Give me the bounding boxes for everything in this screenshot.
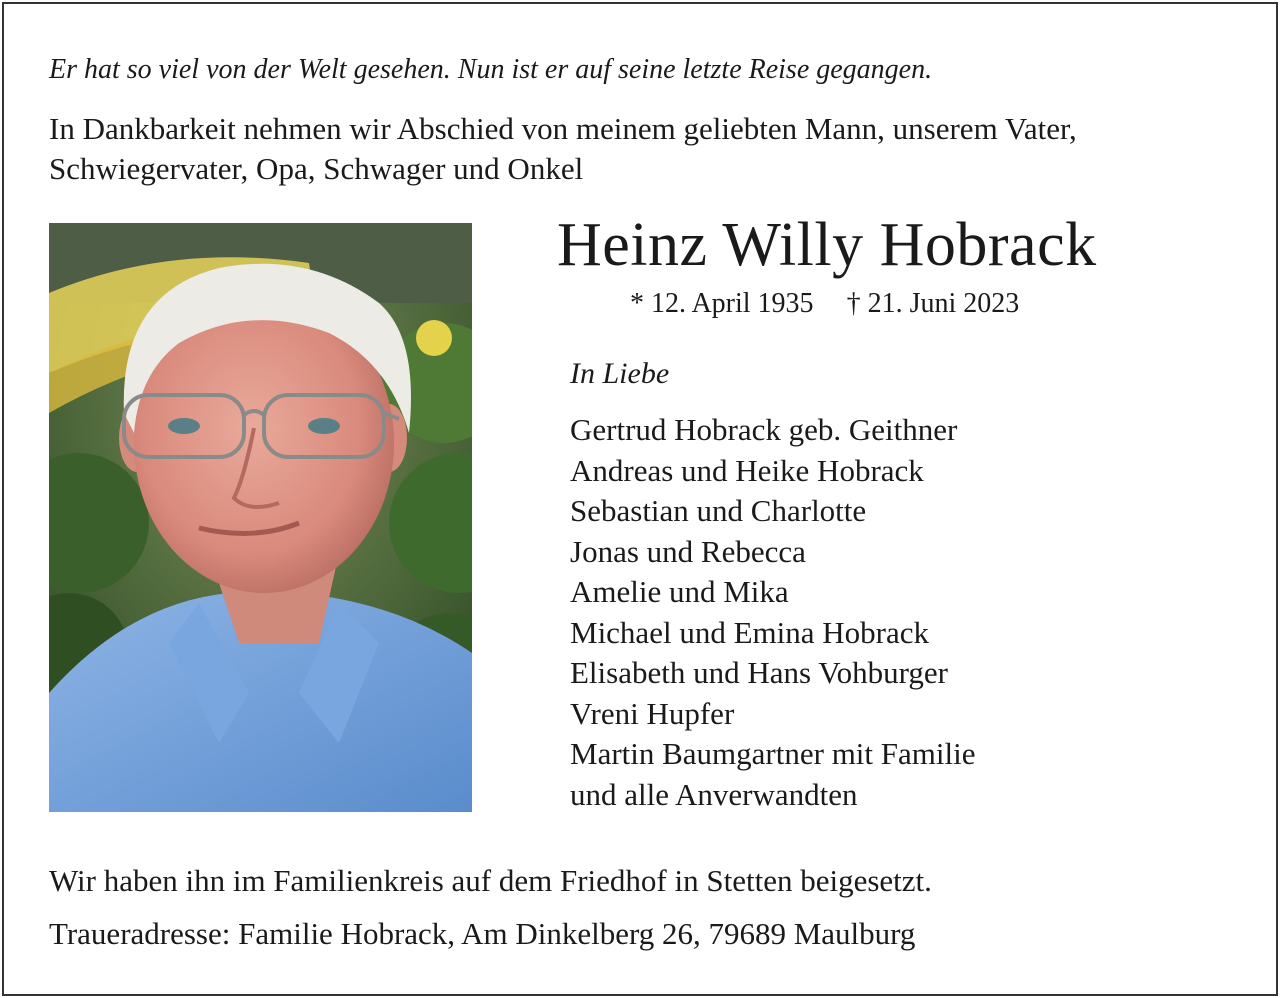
deceased-name: Heinz Willy Hobrack [557,211,1097,279]
mourner-item: Martin Baumgartner mit Familie [570,736,976,771]
mourner-item: Amelie und Mika [570,574,789,609]
in-liebe-label: In Liebe [570,357,670,390]
life-dates [630,288,1019,320]
intro-line-2: Schwiegervater, Opa, Schwager und Onkel [49,151,584,186]
mourner-item: Vreni Hupfer [570,695,735,731]
intro-text [49,109,1249,189]
mourner-item: Sebastian und Charlotte [570,493,867,528]
death-date: † 21. Juni 2023 [846,288,1020,319]
intro-line-1: In Dankbarkeit nehmen wir Abschied von meinem geliebten Mann, unserem Vater, [49,111,1077,146]
burial-statement: Wir haben ihn im Familienkreis auf dem Friedhof in Stetten beigesetzt. [49,863,932,898]
mourner-item: Jonas und Rebecca [570,533,806,569]
mourners-list [570,410,976,815]
mourner-item: Michael und Emina Hobrack [570,614,929,650]
birth-date: * 12. April 1935 [630,288,814,319]
obituary-notice [2,2,1278,996]
opening-quote: Er hat so viel von der Welt gesehen. Nun ist er auf seine letzte Reise gegangen. [49,54,933,85]
portrait-photo [49,223,472,812]
mourner-item: Andreas und Heike Hobrack [570,452,924,488]
mourner-item: und alle Anverwandten [570,776,858,812]
mourning-address: Traueradresse: Familie Hobrack, Am Dinkelberg 26, 79689 Maulburg [49,916,916,951]
mourner-item: Elisabeth und Hans Vohburger [570,655,948,690]
mourner-item: Gertrud Hobrack geb. Geithner [570,412,958,447]
